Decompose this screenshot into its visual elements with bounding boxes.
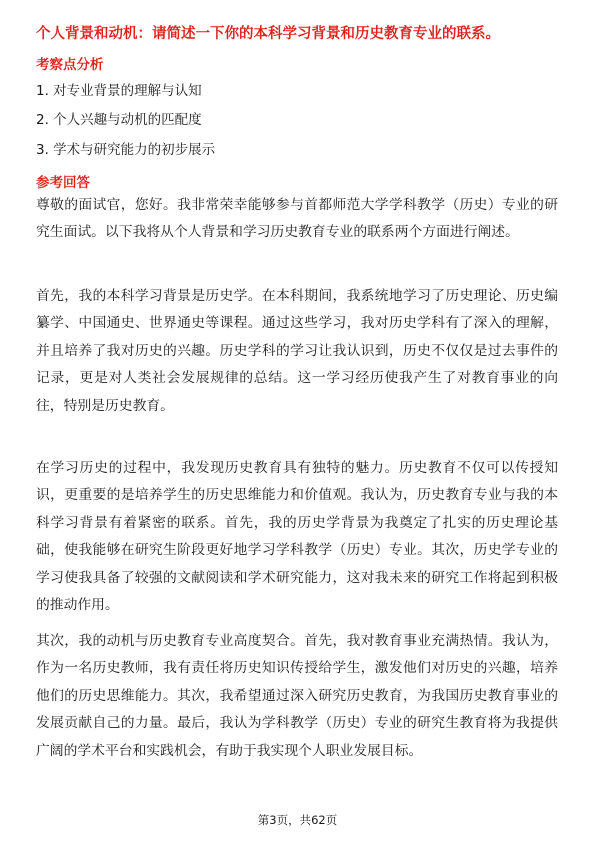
page-footer: 第3页，共62页	[257, 813, 338, 827]
question-title: 个人背景和动机：请简述一下你的本科学习背景和历史教育专业的联系。	[36, 26, 500, 42]
answer-heading: 参考回答	[36, 175, 90, 191]
answer-paragraph-2: 首先，我的本科学习背景是历史学。在本科期间，我系统地学习了历史理论、历史编纂学、中国通史、世界通史等课程。通过这些学习，我对历史学科有了深入的理解，并且培养了我对历史的兴趣。历史学科的学习让我认识到，历史不仅仅是过去事件的记录，更是对人类社会发展规律的总结。这一学习经历使我产生了对教育事业的向往，特别是历史教育。	[36, 288, 558, 414]
analysis-point-3: 3. 学术与研究能力的初步展示	[36, 142, 216, 158]
analysis-point-2: 2. 个人兴趣与动机的匹配度	[36, 112, 202, 128]
analysis-point-1: 1. 对专业背景的理解与认知	[36, 83, 202, 99]
answer-paragraph-4: 其次，我的动机与历史教育专业高度契合。首先，我对教育事业充满热情。我认为，作为一名历史教师，我有责任将历史知识传授给学生，激发他们对历史的兴趣，培养他们的历史思维能力。其次，我希望通过深入研究历史教育，为我国历史教育事业的发展贡献自己的力量。最后，我认为学科教学（历史）专业的研究生教育将为我提供广阔的学术平台和实践机会，有助于我实现个人职业发展目标。	[36, 633, 558, 759]
analysis-heading: 考察点分析	[36, 57, 104, 73]
answer-paragraph-3: 在学习历史的过程中，我发现历史教育具有独特的魅力。历史教育不仅可以传授知识，更重要的是培养学生的历史思维能力和价值观。我认为，历史教育专业与我的本科学习背景有着紧密的联系。首先，我的历史学背景为我奠定了扎实的历史理论基础，使我能够在研究生阶段更好地学习学科教学（历史）专业。其次，历史学专业的学习使我具备了较强的文献阅读和学术研究能力，这对我未来的研究工作将起到积极的推动作用。	[36, 460, 558, 614]
answer-paragraph-1: 尊敬的面试官，您好。我非常荣幸能够参与首都师范大学学科教学（历史）专业的研究生面试。以下我将从个人背景和学习历史教育专业的联系两个方面进行阐述。	[36, 197, 558, 241]
